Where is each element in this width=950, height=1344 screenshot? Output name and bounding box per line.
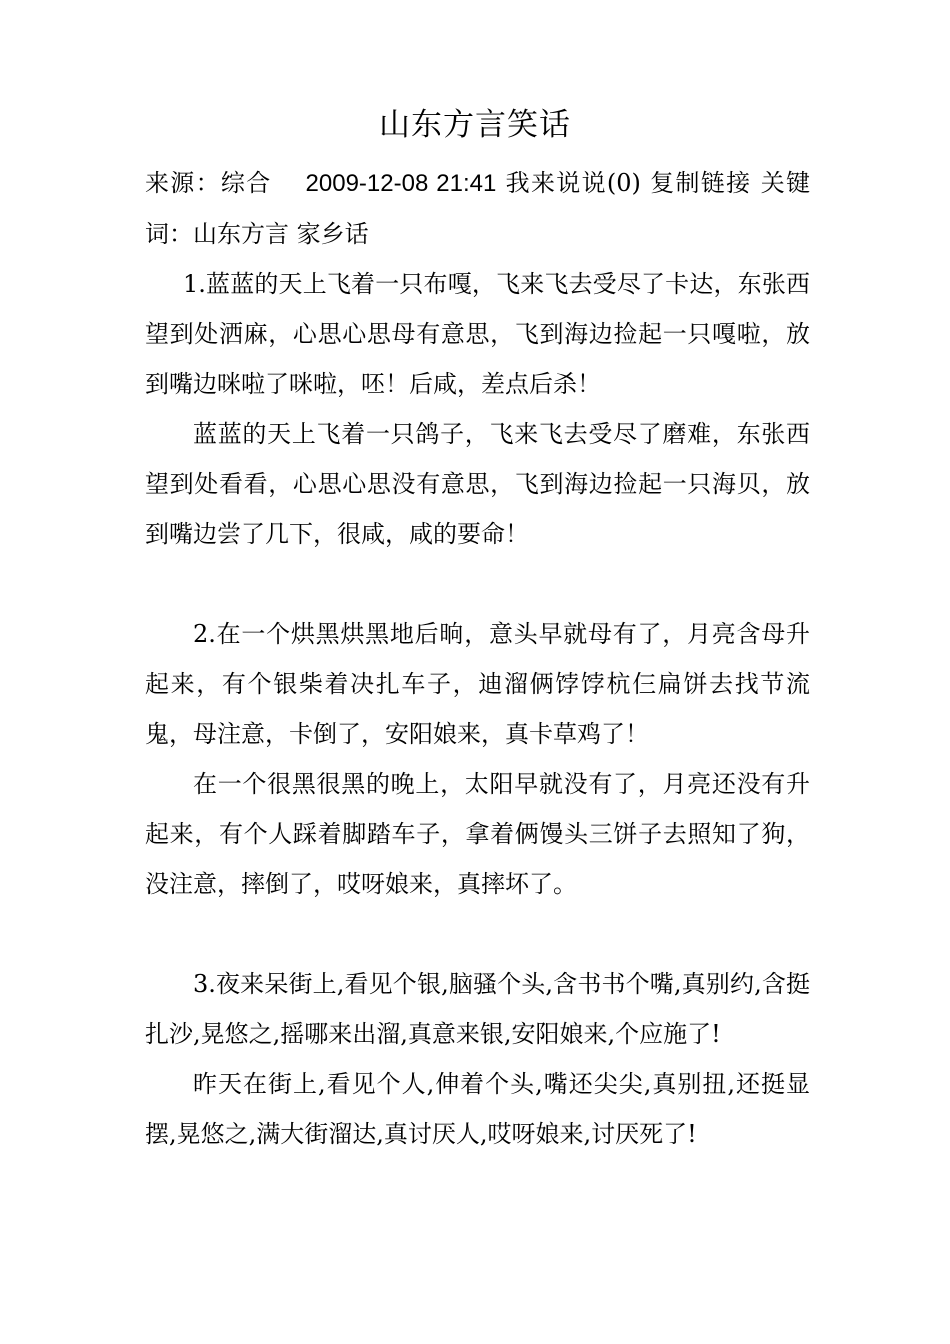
keywords-label: 关键词：	[145, 169, 811, 248]
copy-link-button[interactable]: 复制链接	[648, 169, 752, 197]
joke-3-standard: 昨天在街上,看见个人,伸着个头,嘴还尖尖,真别扭,还挺显摆,晃悠之,满大街溜达,真讨厌人,哎呀娘来,讨厌死了!	[145, 1070, 810, 1148]
joke-2-standard: 在一个很黑很黑的晚上，太阳早就没有了，月亮还没有升起来，有个人踩着脚踏车子，拿着俩馒头三饼子去照知了狗，没注意，摔倒了，哎呀娘来，真摔坏了。	[145, 770, 810, 898]
paragraph-spacer	[145, 909, 810, 959]
source-label: 来源：综合	[145, 169, 272, 197]
joke-1-dialect: 1.蓝蓝的天上飞着一只布嘎，飞来飞去受尽了卡达，东张西望到处洒麻，心思心思母有意思，飞到海边捡起一只嘎啦，放到嘴边咪啦了咪啦，呸！后咸，差点后杀！	[145, 270, 810, 398]
page-title: 山东方言笑话	[379, 107, 571, 143]
joke-2-dialect: 2.在一个烘黑烘黑地后晌，意头早就母有了，月亮含母升起来，有个银柴着决扎车子，迪溜俩饽饽杭仨扁饼去找节流鬼，母注意，卡倒了，安阳娘来，真卡草鸡了！	[145, 620, 810, 748]
comment-link[interactable]: 我来说说(0)	[504, 169, 641, 197]
joke-1-standard: 蓝蓝的天上飞着一只鸽子，飞来飞去受尽了磨难，东张西望到处看看，心思心思没有意思，飞到海边捡起一只海贝，放到嘴边尝了几下，很咸，咸的要命！	[145, 420, 810, 548]
paragraph-spacer	[145, 559, 810, 609]
publish-datetime: 2009-12-08 21:41	[305, 170, 497, 197]
article-body	[145, 158, 810, 1159]
article-meta	[145, 158, 810, 259]
joke-3-dialect: 3.夜来呆街上,看见个银,脑骚个头,含书书个嘴,真别约,含挺扎沙,晃悠之,摇哪来出溜,真意来银,安阳娘来,个应施了!	[145, 970, 810, 1048]
keywords-value: 山东方言 家乡话	[193, 220, 369, 248]
